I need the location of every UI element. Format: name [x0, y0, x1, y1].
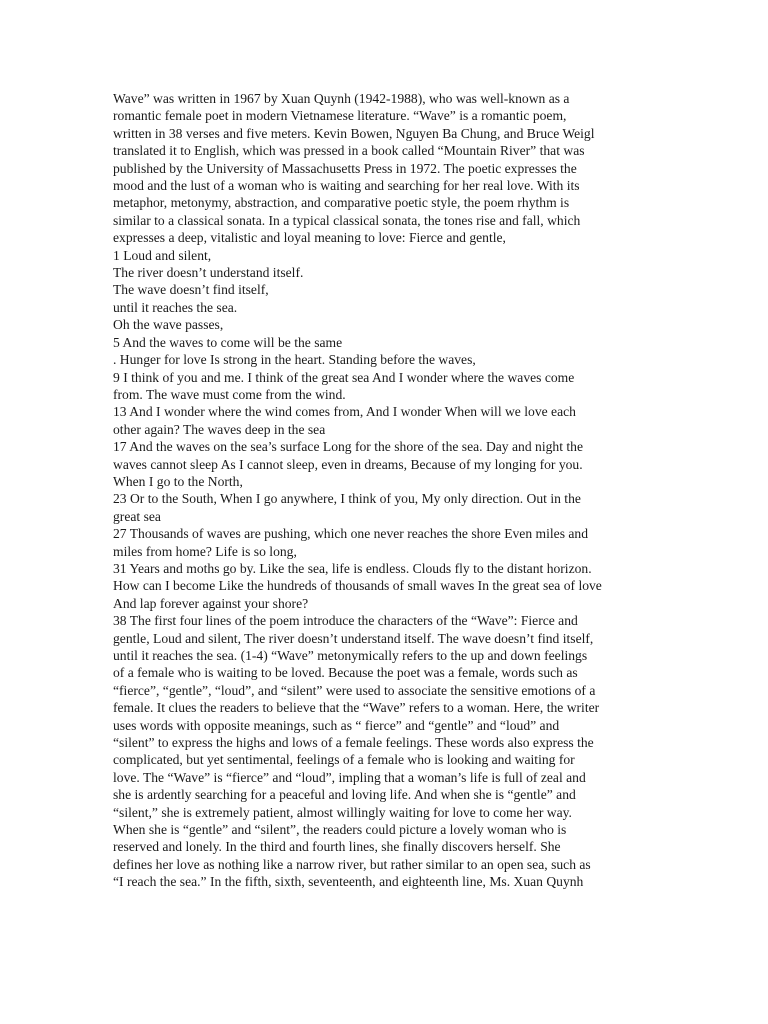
text-line: 9 I think of you and me. I think of the great sea And I wonder where the waves come: [113, 369, 575, 385]
text-line: love. The “Wave” is “fierce” and “loud”, impling that a woman’s life is full of zeal and: [113, 769, 586, 785]
text-line: uses words with opposite meanings, such as “ fierce” and “gentle” and “loud” and: [113, 717, 560, 733]
text-line: “silent,” she is extremely patient, almost willingly waiting for love to come her way.: [113, 804, 572, 820]
text-line: The river doesn’t understand itself.: [113, 265, 304, 281]
text-line: 27 Thousands of waves are pushing, which one never reaches the shore Even miles and: [113, 526, 589, 542]
text-line: until it reaches the sea.: [113, 299, 238, 315]
text-line: 13 And I wonder where the wind comes from, And I wonder When will we love each: [113, 404, 576, 420]
text-line: 5 And the waves to come will be the same: [113, 334, 343, 350]
text-line: published by the University of Massachusetts Press in 1972. The poetic expresses the: [113, 160, 577, 176]
text-line: metaphor, metonymy, abstraction, and comparative poetic style, the poem rhythm is: [113, 195, 570, 211]
text-line: miles from home? Life is so long,: [113, 543, 297, 559]
text-line: complicated, but yet sentimental, feelings of a female who is looking and waiting for: [113, 752, 575, 768]
text-line: until it reaches the sea. (1-4) “Wave” metonymically refers to the up and down feelings: [113, 648, 588, 663]
text-line: 38 The first four lines of the poem introduce the characters of the “Wave”: Fierce and: [113, 613, 578, 629]
text-line: . Hunger for love Is strong in the heart. Standing before the waves,: [113, 352, 476, 368]
text-line: defines her love as nothing like a narrow river, but rather similar to an open sea, such as: [113, 856, 591, 872]
text-line: romantic female poet in modern Vietnamese literature. “Wave” is a romantic poem,: [113, 108, 567, 124]
text-line: mood and the lust of a woman who is waiting and searching for her real love. With its: [113, 178, 580, 194]
text-line: translated it to English, which was pressed in a book called “Mountain River” that was: [113, 143, 585, 159]
text-line: female. It clues the readers to believe that the “Wave” refers to a woman. Here, the writer: [113, 700, 600, 716]
text-line: expresses a deep, vitalistic and loyal meaning to love: Fierce and gentle,: [113, 230, 506, 246]
text-line: great sea: [113, 508, 161, 524]
text-line: Oh the wave passes,: [113, 317, 224, 333]
text-line: “fierce”, “gentle”, “loud”, and “silent” were used to associate the sensitive emotions of a: [113, 682, 596, 698]
text-line: other again? The waves deep in the sea: [113, 421, 326, 437]
text-line: “I reach the sea.” In the fifth, sixth, seventeenth, and eighteenth line, Ms. Xuan Quynh: [113, 874, 584, 890]
text-line: When she is “gentle” and “silent”, the readers could picture a lovely woman who is: [113, 822, 567, 838]
text-line: similar to a classical sonata. In a typical classical sonata, the tones rise and fall, which: [113, 212, 581, 228]
text-line: of a female who is waiting to be loved. Because the poet was a female, words such as: [113, 665, 578, 681]
text-line: 31 Years and moths go by. Like the sea, life is endless. Clouds fly to the distant horizon.: [113, 560, 592, 576]
text-line: waves cannot sleep As I cannot sleep, even in dreams, Because of my longing for you.: [113, 456, 583, 472]
text-line: How can I become Like the hundreds of thousands of small waves In the great sea of love: [113, 578, 602, 594]
text-line: The wave doesn’t find itself,: [113, 282, 269, 298]
text-line: gentle, Loud and silent, The river doesn’t understand itself. The wave doesn’t find itself,: [113, 630, 594, 646]
text-line: reserved and lonely. In the third and fourth lines, she finally discovers herself. She: [113, 839, 561, 855]
document-body: [113, 90, 673, 891]
text-line: written in 38 verses and five meters. Kevin Bowen, Nguyen Ba Chung, and Bruce Weigl: [113, 125, 595, 141]
text-line: from. The wave must come from the wind.: [113, 386, 346, 402]
text-line: 1 Loud and silent,: [113, 247, 212, 263]
text-line: 23 Or to the South, When I go anywhere, I think of you, My only direction. Out in the: [113, 491, 581, 507]
text-line: she is ardently searching for a peaceful and loving life. And when she is “gentle” and: [113, 787, 576, 803]
text-line: “silent” to express the highs and lows of a female feelings. These words also express the: [113, 735, 594, 751]
text-line: When I go to the North,: [113, 473, 243, 489]
text-line: Wave” was written in 1967 by Xuan Quynh (1942-1988), who was well-known as a: [113, 91, 570, 106]
text-line: And lap forever against your shore?: [113, 595, 309, 611]
text-line: 17 And the waves on the sea’s surface Long for the shore of the sea. Day and night the: [113, 439, 583, 455]
